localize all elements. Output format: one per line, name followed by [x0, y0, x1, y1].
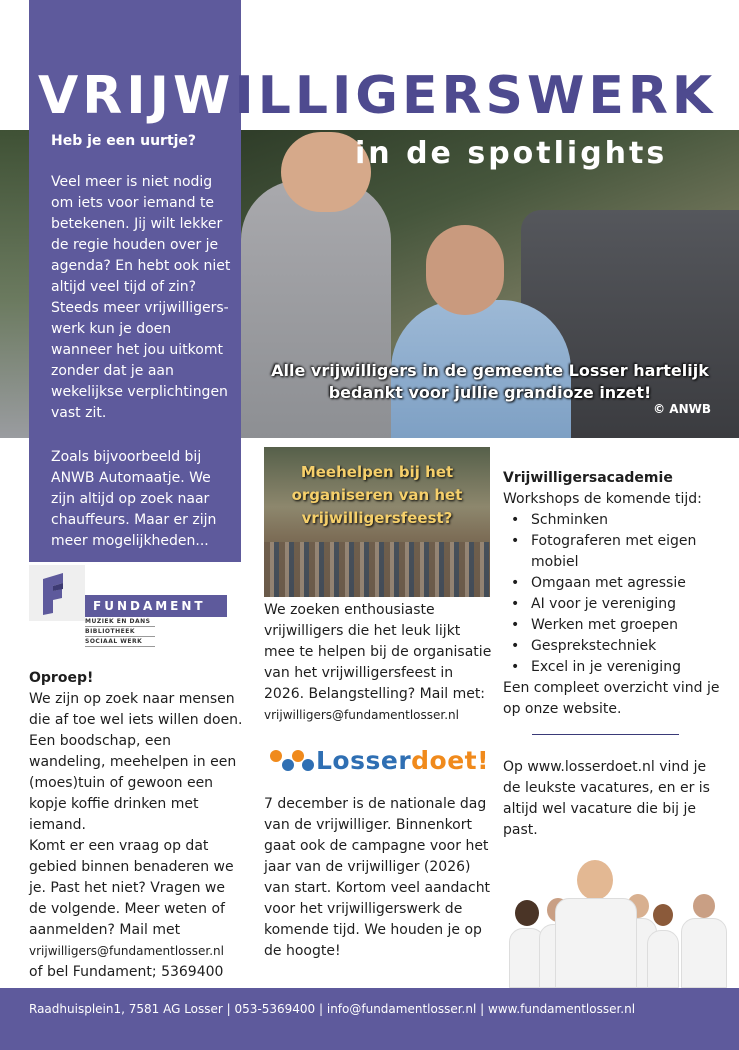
photo-credit: © ANWB — [653, 402, 711, 416]
fundament-mark-icon — [29, 565, 85, 621]
fundament-tag-3: SOCIAAL WERK — [85, 637, 155, 647]
hero-caption-line2: bedankt voor jullie grandioze inzet! — [328, 383, 652, 402]
person-head — [653, 904, 673, 926]
workshop-item: • Omgaan met agressie — [511, 573, 725, 594]
losser-wordmark-part1: Losser — [316, 746, 412, 775]
workshop-item: • Schminken — [511, 510, 725, 531]
workshop-item: • Fotograferen met eigen mobiel — [511, 531, 725, 573]
footer-contact: Raadhuisplein1, 7581 AG Losser | 053-5369400 | info@fundamentlosser.nl | www.fundamentlosser.nl — [29, 1002, 636, 1016]
page-title — [38, 66, 718, 126]
fest-photo — [264, 447, 490, 597]
workshop-list — [503, 510, 725, 678]
page-title-part1: VRIJW — [38, 66, 235, 126]
team-photo — [505, 860, 739, 988]
fest-email-link[interactable]: vrijwilligers@fundamentlosser.nl — [264, 708, 459, 722]
oproep-text-2: Komt er een vraag op dat gebied binnen benaderen we je. Past het niet? Vragen we de volgende. Meer weten of aanmelden? Mail met — [29, 838, 234, 938]
oproep-email-link[interactable]: vrijwilligers@fundamentlosser.nl — [29, 944, 224, 958]
hero-photo-left-strip — [0, 130, 29, 438]
workshop-item: • Gesprekstechniek — [511, 636, 725, 657]
oproep-text-3: of bel Fundament; 5369400 — [29, 964, 224, 980]
workshop-item: • Werken met groepen — [511, 615, 725, 636]
workshop-item: • Excel in je vereniging — [511, 657, 725, 678]
fest-caption-line1: Meehelpen bij het — [300, 463, 454, 481]
page-title-part2: ILLIGERSWERK — [234, 66, 717, 126]
oproep-section — [29, 668, 244, 983]
panel-paragraph-1: Veel meer is niet nodig om iets voor iemand te betekenen. Jij wilt lekker de regie houden over je agenda? En hebt ook niet altijd veel tijd of zin? Steeds meer vrijwilligers-werk kun je doen wanneer het jou uitkomt zonder dat je aan wekelijkse verplichtingen vast zit. — [51, 174, 231, 421]
hero-caption — [241, 360, 739, 404]
person-head — [577, 860, 613, 900]
academie-intro: Workshops de komende tijd: — [503, 491, 702, 507]
person-body — [555, 898, 637, 988]
academie-section — [503, 468, 725, 720]
nationale-dag-text: 7 december is de nationale dag van de vrijwilliger. Binnenkort gaat ook de campagne voor het jaar van de vrijwilliger (2026) van start. Kortom veel aandacht voor het vrijwilligerswerk de komende tijd. We houden je op de hoogte! — [264, 796, 491, 959]
fest-caption-line2: organiseren van het — [291, 486, 463, 504]
divider — [532, 734, 679, 735]
oproep-text-1: We zijn op zoek naar mensen die af toe wel iets willen doen. Een boodschap, een wandeling, meehelpen in een (moes)tuin of gewoon een kopje koffie drinken met iemand. — [29, 691, 243, 833]
academie-outro: Een compleet overzicht vind je op onze website. — [503, 680, 720, 717]
fundament-wordmark: FUNDAMENT — [85, 595, 227, 617]
workshop-item: • AI voor je vereniging — [511, 594, 725, 615]
fest-section — [264, 600, 494, 726]
fest-caption-line3: vrijwilligersfeest? — [301, 509, 453, 527]
oproep-heading: Oproep! — [29, 670, 94, 686]
person-head — [693, 894, 715, 918]
page-subtitle: in de spotlights — [355, 136, 668, 171]
hearts-icon — [268, 747, 316, 775]
nationale-dag-section — [264, 794, 494, 962]
losserdoet-text: Op www.losserdoet.nl vind je de leukste vacatures, en er is altijd wel vacature die bij je past. — [503, 759, 710, 838]
fundament-tag-2: BIBLIOTHEEK — [85, 627, 155, 637]
fundament-logo — [29, 565, 229, 655]
fundament-tagline — [85, 617, 155, 647]
hero-photo — [241, 130, 739, 438]
fest-crowd — [264, 542, 490, 597]
hero-caption-line1: Alle vrijwilligers in de gemeente Losser hartelijk — [271, 361, 709, 380]
panel-paragraph-2: Zoals bijvoorbeeld bij ANWB Automaatje. We zijn altijd op zoek naar chauffeurs. Maar er zijn meer mogelijkheden... — [51, 449, 217, 549]
losser-wordmark-part2: doet! — [411, 746, 490, 775]
panel-heading: Heb je een uurtje? — [51, 133, 197, 149]
fest-text: We zoeken enthousiaste vrijwilligers die het leuk lijkt mee te helpen bij de organisatie van het vrijwilligersfeest in 2026. Belangstelling? Mail met: — [264, 602, 492, 702]
fest-photo-caption — [264, 461, 490, 530]
losserdoet-section — [503, 757, 725, 841]
fundament-tag-1: MUZIEK EN DANS — [85, 617, 155, 627]
footer — [0, 988, 739, 1050]
losser-doet-logo — [268, 743, 490, 779]
losser-doet-wordmark — [316, 743, 489, 779]
person-body — [647, 930, 679, 988]
person-head — [515, 900, 539, 926]
person-body — [681, 918, 727, 988]
academie-heading: Vrijwilligersacademie — [503, 470, 673, 486]
woman-head — [426, 225, 504, 315]
